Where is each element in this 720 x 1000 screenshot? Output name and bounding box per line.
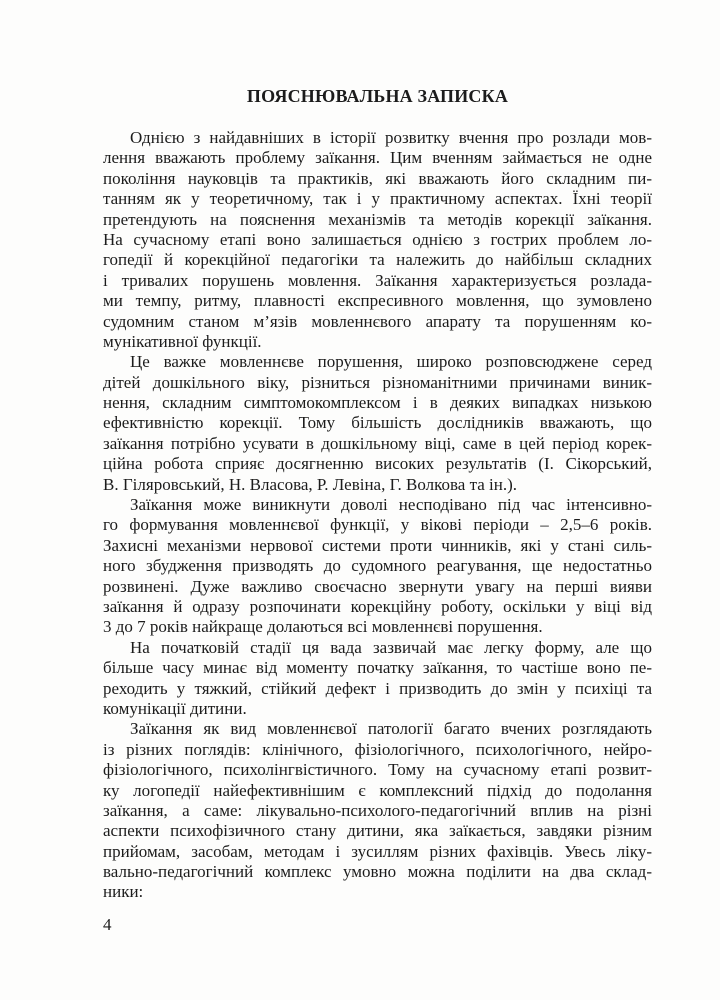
paragraph-2	[103, 352, 652, 495]
text-line: ники:	[103, 882, 144, 902]
page-title: ПОЯСНЮВАЛЬНА ЗАПИСКА	[246, 86, 509, 106]
text-line: заїкання потрібно усувати в дошкільному віці, саме в цей період корек-	[103, 433, 652, 453]
text-line: нення, складним симптомокомплексом і в деяких випадках низькою	[103, 393, 652, 413]
text-line: реходить у тяжкий, стійкий дефект і призводить до змін у психіці та	[103, 678, 652, 698]
text-line: На сучасному етапі воно залишається однією з гострих проблем ло-	[103, 229, 652, 249]
text-line: гопедії й корекційної педагогіки та належить до найбільш складних	[103, 250, 652, 270]
text-line: розвинені. Дуже важливо своєчасно звернути увагу на перші вияви	[103, 576, 652, 596]
page-number: 4	[103, 915, 112, 934]
text-line: Захисні механізми нервової системи проти чинників, які у стані силь-	[103, 535, 652, 555]
text-line: ку логопедії найефективнішим є комплексний підхід до подолання	[103, 780, 652, 800]
paragraph-5	[103, 719, 652, 903]
text-line: покоління науковців та практиків, які вважають його складним пи-	[103, 168, 652, 188]
text-line: ефективністю корекції. Тому більшість дослідників вважають, що	[103, 413, 652, 433]
body-text	[103, 128, 652, 903]
text-line: го формування мовленнєвої функції, у вікові періоди – 2,5–6 років.	[103, 515, 652, 535]
text-line: претендують на пояснення механізмів та методів корекції заїкання.	[103, 209, 652, 229]
text-line: і тривалих порушень мовлення. Заїкання характеризується розлада-	[103, 270, 652, 290]
text-line: ми темпу, ритму, плавності експресивного мовлення, що зумовлено	[103, 291, 652, 311]
text-line: заїкання й одразу розпочинати корекційну роботу, оскільки у віці від	[103, 596, 652, 616]
text-line: фізіологічного, психолінгвістичного. Тому на сучасному етапі розвит-	[103, 760, 652, 780]
text-line: Однією з найдавніших в історії розвитку вчення про розлади мов-	[130, 128, 652, 147]
text-line: більше часу минає від моменту початку заїкання, то частіше воно пе-	[103, 658, 652, 678]
paragraph-4	[103, 638, 652, 720]
text-line: аспекти психофізичного стану дитини, яка заїкається, завдяки різним	[103, 821, 652, 841]
text-line: ційна робота сприяє досягненню високих результатів (І. Сікорський,	[103, 454, 652, 474]
text-line: 3 до 7 років найкраще долаються всі мовленнєві порушення.	[103, 617, 543, 637]
text-line: вально-педагогічний комплекс умовно можна поділити на два склад-	[103, 862, 652, 882]
text-line: судомним станом м’язів мовленнєвого апарату та порушенням ко-	[103, 311, 652, 331]
text-line: В. Гіляровський, Н. Власова, Р. Левіна, Г. Волкова та ін.).	[103, 474, 518, 494]
text-line: прийомам, засобам, методам і зусиллям різних фахівців. Увесь ліку-	[103, 841, 652, 861]
text-line: танням як у теоретичному, так і у практичному аспектах. Їхні теорії	[103, 189, 652, 209]
text-line: ного збудження призводять до судомного реагування, ще недостатньо	[103, 556, 652, 576]
text-line: дітей дошкільного віку, різниться різноманітними причинами виник-	[103, 372, 652, 392]
text-line: лення вважають проблему заїкання. Цим вченням займається не одне	[103, 148, 652, 168]
paragraph-1	[103, 128, 652, 352]
text-line: На початковій стадії ця вада зазвичай має легку форму, але що	[130, 637, 652, 657]
text-line: Заїкання може виникнути доволі несподівано під час інтенсивно-	[130, 495, 652, 515]
text-line: Це важке мовленнєве порушення, широко розповсюджене серед	[130, 352, 652, 372]
text-line: із різних поглядів: клінічного, фізіологічного, психологічного, нейро-	[103, 739, 652, 759]
text-line: мунікативної функції.	[103, 331, 262, 351]
text-line: заїкання, а саме: лікувально-психолого-педагогічний вплив на різні	[103, 800, 652, 820]
text-line: Заїкання як вид мовленнєвої патології багато вчених розглядають	[130, 719, 652, 739]
paragraph-3	[103, 495, 652, 638]
text-line: комунікації дитини.	[103, 698, 247, 718]
